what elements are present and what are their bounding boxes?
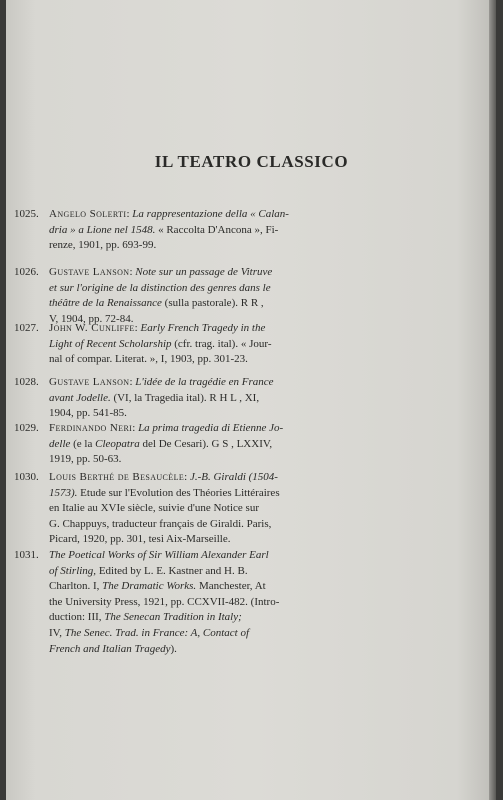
work-title: Cleopatra bbox=[95, 437, 140, 450]
citation-text: V, 1904, pp. 72-84. bbox=[49, 312, 134, 325]
work-title: French and Italian Tragedy bbox=[49, 642, 171, 655]
bibliography-entry bbox=[14, 375, 354, 422]
citation-text: (cfr. trag. ital). « Jour- bbox=[171, 337, 272, 350]
entry-citation bbox=[49, 421, 354, 468]
citation-line bbox=[49, 296, 354, 312]
work-title: Light of Recent Scholarship bbox=[49, 337, 172, 350]
entry-citation bbox=[49, 470, 354, 548]
work-title: La prima tragedia di Etienne Jo- bbox=[138, 422, 284, 434]
work-title: théâtre de la Renaissance bbox=[49, 297, 162, 310]
citation-text: IV, bbox=[49, 626, 65, 639]
citation-line bbox=[49, 352, 354, 368]
citation-text: : bbox=[126, 208, 133, 220]
citation-text: G. Chappuys, traducteur français de Giraldi. Paris, bbox=[49, 517, 272, 530]
bibliography-entry bbox=[14, 265, 354, 327]
citation-line bbox=[49, 265, 354, 281]
author-name: Gustave Lanson bbox=[49, 266, 130, 278]
citation-line bbox=[49, 452, 354, 468]
entry-citation bbox=[49, 265, 354, 327]
work-title: et sur l'origine de la distinction des genres dans le bbox=[49, 281, 271, 294]
work-title: The Senecan Tradition in Italy; bbox=[104, 611, 242, 624]
citation-text: : bbox=[129, 376, 136, 388]
citation-text: Edited by L. E. Kastner and H. B. bbox=[96, 564, 248, 577]
page-edge bbox=[489, 0, 496, 800]
citation-line bbox=[49, 642, 354, 658]
citation-line bbox=[49, 486, 354, 502]
work-title: of Stirling, bbox=[49, 564, 97, 577]
citation-line bbox=[49, 532, 354, 548]
citation-text: duction: III, bbox=[49, 611, 105, 624]
author-name: John W. Cunliffe bbox=[49, 322, 135, 334]
entry-number: 1025. bbox=[14, 208, 39, 220]
citation-line bbox=[49, 548, 354, 564]
entry-number: 1030. bbox=[14, 471, 39, 483]
citation-line bbox=[49, 391, 354, 407]
bibliography-entry bbox=[14, 321, 354, 368]
citation-text: Charlton. I, bbox=[49, 580, 103, 593]
citation-line bbox=[49, 421, 354, 437]
entry-number: 1028. bbox=[14, 376, 39, 388]
citation-line bbox=[49, 406, 354, 422]
work-title: La rappresentazione della « Calan- bbox=[132, 208, 289, 220]
bibliography-entry bbox=[14, 207, 354, 254]
work-title: The Senec. Trad. in France: A, Contact of bbox=[64, 626, 250, 639]
entry-citation bbox=[49, 375, 354, 422]
work-title: Note sur un passage de Vitruve bbox=[135, 266, 273, 278]
entry-number: 1027. bbox=[14, 322, 39, 334]
citation-line bbox=[49, 238, 354, 254]
author-name: Gustave Lanson bbox=[49, 376, 130, 388]
citation-line bbox=[49, 281, 354, 297]
citation-text: Picard, 1920, pp. 301, tesi Aix-Marseille. bbox=[49, 533, 231, 546]
work-title: L'idée de la tragédie en France bbox=[135, 376, 274, 388]
citation-line bbox=[49, 626, 354, 642]
citation-text: (VI, la Tragedia ital). R H L , XI, bbox=[110, 391, 260, 404]
work-title: dria » a Lione nel 1548. bbox=[49, 223, 156, 236]
citation-text: the University Press, 1921, pp. CCXVII-482. (Intro- bbox=[49, 595, 280, 608]
citation-line bbox=[49, 517, 354, 533]
citation-text: (e la bbox=[70, 437, 96, 450]
author-name: Louis Berthé de Besaucèle bbox=[49, 471, 185, 483]
entry-citation bbox=[49, 207, 354, 254]
citation-text: ). bbox=[170, 642, 177, 655]
bibliography-entry bbox=[14, 470, 354, 548]
work-title: Early French Tragedy in the bbox=[140, 322, 266, 334]
author-name: Angelo Solerti bbox=[49, 208, 127, 220]
page-title: IL TEATRO CLASSICO bbox=[154, 152, 349, 171]
citation-line bbox=[49, 579, 354, 595]
citation-line bbox=[49, 337, 354, 353]
citation-text: en Italie au XVIe siècle, suivie d'une Notice sur bbox=[49, 502, 259, 515]
citation-text: Manchester, At bbox=[196, 580, 266, 593]
citation-text: nal of compar. Literat. », I, 1903, pp. 301-23. bbox=[49, 353, 248, 366]
work-title: The Dramatic Works. bbox=[102, 580, 197, 593]
work-title: The Poetical Works of Sir William Alexander Earl bbox=[49, 549, 269, 561]
work-title: 1573). bbox=[49, 486, 78, 499]
citation-text: « Raccolta D'Ancona », Fi- bbox=[155, 223, 279, 236]
citation-line bbox=[49, 501, 354, 517]
entry-citation bbox=[49, 548, 354, 657]
citation-text: : bbox=[184, 471, 190, 483]
citation-line bbox=[49, 223, 354, 239]
citation-line bbox=[49, 610, 354, 626]
citation-text: : bbox=[134, 322, 141, 334]
entry-number: 1031. bbox=[14, 549, 39, 561]
work-title: avant Jodelle. bbox=[49, 391, 111, 404]
citation-text: : bbox=[129, 266, 136, 278]
entry-citation bbox=[49, 321, 354, 368]
citation-text: 1919, pp. 50-63. bbox=[49, 453, 122, 466]
author-name: Ferdinando Neri bbox=[49, 422, 133, 434]
citation-line bbox=[49, 321, 354, 337]
entry-number: 1029. bbox=[14, 422, 39, 434]
bibliography-entry bbox=[14, 548, 354, 657]
citation-line bbox=[49, 207, 354, 223]
citation-line bbox=[49, 437, 354, 453]
work-title: delle bbox=[49, 437, 71, 450]
citation-text: (sulla pastorale). R R , bbox=[161, 297, 264, 310]
citation-text: 1904, pp. 541-85. bbox=[49, 407, 127, 420]
bibliography-entry bbox=[14, 421, 354, 468]
citation-line bbox=[49, 470, 354, 486]
citation-line bbox=[49, 595, 354, 611]
citation-text: renze, 1901, pp. 693-99. bbox=[49, 239, 157, 252]
work-title: J.-B. Giraldi (1504- bbox=[189, 471, 278, 483]
entry-number: 1026. bbox=[14, 266, 39, 278]
citation-text: del De Cesari). G S , LXXIV, bbox=[139, 437, 273, 450]
citation-text: Etude sur l'Evolution des Théories Littéraires bbox=[77, 486, 280, 499]
citation-line bbox=[49, 564, 354, 580]
citation-line bbox=[49, 375, 354, 391]
citation-text: : bbox=[132, 422, 139, 434]
